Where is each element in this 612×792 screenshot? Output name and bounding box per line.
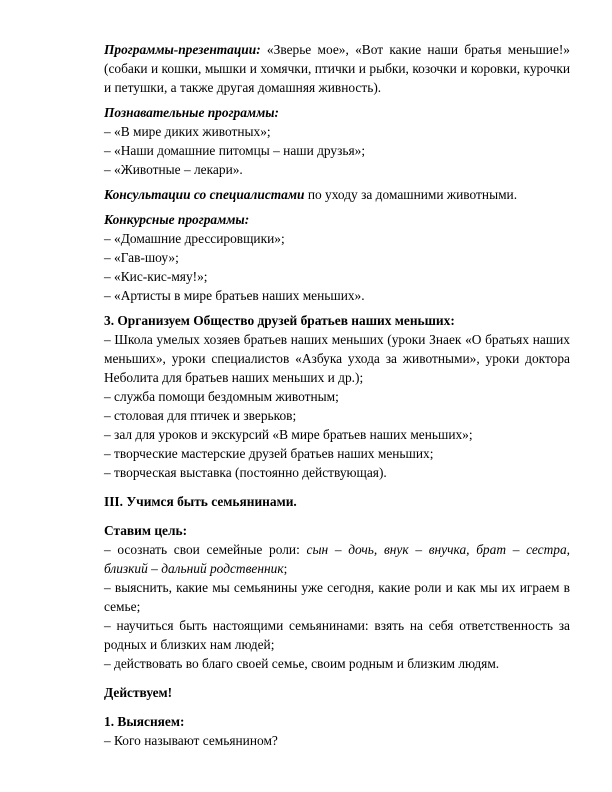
programs-text: «Зверье мое», «Вот какие наши братья меньшие!» (собаки и кошки, мышки и хомячки, птички и рыбки, козочки и коровки, курочки и петушки, а также другая домашняя живность). xyxy=(104,42,570,95)
goal-item: – выяснить, какие мы семьянины уже сегодня, какие роли и как мы их играем в семье; xyxy=(104,580,570,614)
programs-heading: Программы-презентации: xyxy=(104,42,261,57)
cognitive-item: – «Наши домашние питомцы – наши друзья»; xyxy=(104,143,366,158)
goal-item-prefix: – осознать свои семейные роли: xyxy=(104,542,307,557)
goal-item xyxy=(104,540,570,578)
contest-heading: Конкурсные программы: xyxy=(104,212,250,227)
consult-text: по уходу за домашними животными. xyxy=(304,187,518,202)
consult-paragraph xyxy=(104,185,570,204)
goal-item: – действовать во благо своей семье, своим родным и близким людям. xyxy=(104,656,500,671)
society-item: – Школа умелых хозяев братьев наших меньших (уроки Знаек «О братьях наших меньших», уроки специалистов «Азбука ухода за животными», уроки доктора Неболита для братьев наших меньших и др.); xyxy=(104,332,570,385)
society-heading: 3. Организуем Общество друзей братьев наших меньших: xyxy=(104,313,455,328)
society-item: – зал для уроков и экскурсий «В мире братьев наших меньших»; xyxy=(104,427,473,442)
contest-item: – «Гав-шоу»; xyxy=(104,250,179,265)
clarify-heading: 1. Выясняем: xyxy=(104,714,185,729)
cognitive-item: – «В мире диких животных»; xyxy=(104,124,271,139)
act-heading: Действуем! xyxy=(104,685,173,700)
goal-heading: Ставим цель: xyxy=(104,523,188,538)
document-page xyxy=(104,40,570,750)
programs-paragraph xyxy=(104,40,570,97)
cognitive-item: – «Животные – лекари». xyxy=(104,162,243,177)
goal-item-roles: сын – дочь, внук – внучка, брат – сестра, близкий – дальний родственник xyxy=(104,542,571,576)
consult-heading: Консультации со специалистами xyxy=(104,187,305,202)
goal-item: – научиться быть настоящими семьянинами: взять на себя ответственность за родных и близких нам людей; xyxy=(104,618,570,652)
society-item: – творческие мастерские друзей братьев наших меньших; xyxy=(104,446,434,461)
contest-item: – «Кис-кис-мяу!»; xyxy=(104,269,208,284)
society-item: – творческая выставка (постоянно действующая). xyxy=(104,465,387,480)
goal-item-suffix: ; xyxy=(283,561,288,576)
clarify-item: – Кого называют семьянином? xyxy=(104,733,278,748)
society-item: – служба помощи бездомным животным; xyxy=(104,389,339,404)
contest-item: – «Артисты в мире братьев наших меньших». xyxy=(104,288,365,303)
section-heading: III. Учимся быть семьянинами. xyxy=(104,494,297,509)
cognitive-heading: Познавательные программы: xyxy=(104,105,279,120)
society-item: – столовая для птичек и зверьков; xyxy=(104,408,297,423)
contest-item: – «Домашние дрессировщики»; xyxy=(104,231,285,246)
